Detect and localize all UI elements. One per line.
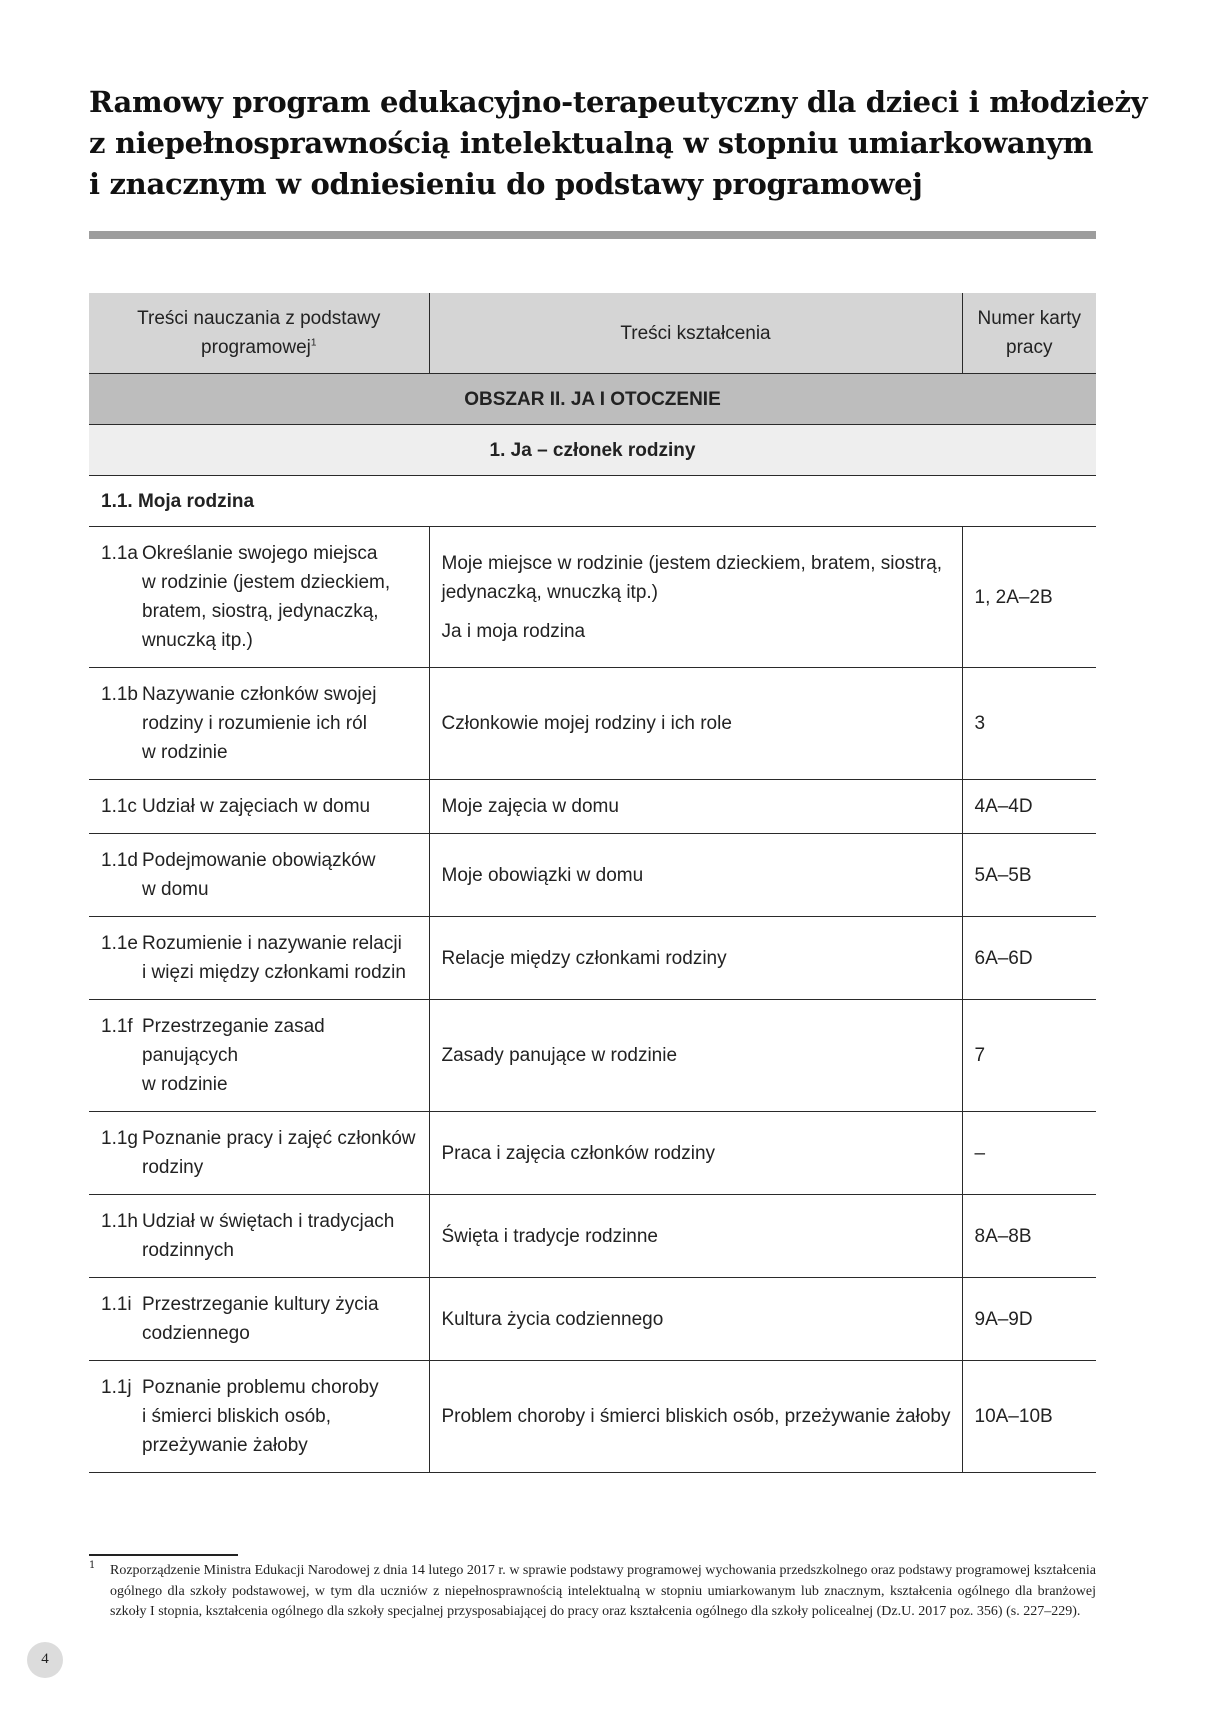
footnote-mark: 1	[89, 1560, 96, 1571]
content-text: w rodzinie	[142, 742, 228, 763]
content-line	[101, 1236, 421, 1265]
curriculum-content-cell	[89, 917, 429, 1000]
card-number-cell: 1, 2A–2B	[962, 527, 1096, 668]
content-line	[101, 1070, 421, 1099]
education-content-cell	[429, 1361, 962, 1473]
content-code	[101, 1236, 142, 1265]
header-card-number: Numer karty pracy	[962, 293, 1096, 374]
content-text: Udział w świętach i tradycjach	[142, 1211, 395, 1232]
content-line	[101, 929, 421, 958]
education-content-cell	[429, 1195, 962, 1278]
content-code: 1.1a	[101, 543, 138, 564]
table-row	[89, 1000, 1096, 1112]
education-text: Relacje między członkami rodziny	[441, 947, 727, 969]
education-text: Moje miejsce w rodzinie (jestem dzieckiem, bratem, siostrą, jedynaczką, wnuczką itp.)	[441, 552, 942, 603]
card-number-cell: 6A–6D	[962, 917, 1096, 1000]
page-number: 4	[41, 1651, 49, 1667]
card-number-cell: 9A–9D	[962, 1278, 1096, 1361]
table-header-row	[89, 293, 1096, 374]
content-line	[101, 1373, 421, 1402]
content-text: i śmierci bliskich osób,	[142, 1406, 331, 1427]
page-title	[89, 82, 1148, 205]
content-text: przeżywanie żałoby	[142, 1435, 308, 1456]
content-code	[101, 1319, 142, 1348]
content-code	[101, 1070, 142, 1099]
content-code	[101, 1402, 142, 1431]
curriculum-content-cell	[89, 1112, 429, 1195]
area-row	[89, 374, 1096, 425]
title-line: Ramowy program edukacyjno-terapeutyczny dla dzieci i młodzieży	[89, 85, 1148, 119]
table-row	[89, 917, 1096, 1000]
content-line	[101, 1012, 421, 1070]
area-heading: OBSZAR II. JA I OTOCZENIE	[89, 374, 1096, 425]
content-code	[101, 626, 142, 655]
education-content-cell	[429, 834, 962, 917]
education-text: Problem choroby i śmierci bliskich osób, przeżywanie żałoby	[441, 1406, 951, 1427]
table-row	[89, 1112, 1096, 1195]
content-code	[101, 738, 142, 767]
content-code: 1.1f	[101, 1016, 133, 1037]
content-text: i więzi między członkami rodzin	[142, 962, 406, 983]
content-line	[101, 792, 421, 821]
content-line	[101, 1153, 421, 1182]
content-line	[101, 1319, 421, 1348]
education-content-cell	[429, 780, 962, 834]
content-code	[101, 568, 142, 597]
content-line	[101, 875, 421, 904]
content-code: 1.1j	[101, 1377, 132, 1398]
content-code: 1.1c	[101, 796, 137, 817]
title-line: i znacznym w odniesieniu do podstawy programowej	[89, 167, 923, 201]
content-text: Poznanie pracy i zajęć członków	[142, 1128, 416, 1149]
header-curriculum-content: Treści nauczania z podstawy programowej$^1$	[89, 293, 429, 374]
content-text: codziennego	[142, 1323, 250, 1344]
content-text: w rodzinie (jestem dzieckiem,	[142, 572, 391, 593]
footnote-text: Rozporządzenie Ministra Edukacji Narodowej z dnia 14 lutego 2017 r. w sprawie podstawy programowej wychowania przedszkolnego oraz podstawy programowej kształcenia ogólnego dla szkoły podstawowej, w tym dla uczniów z niepełnosprawnością intelektualną w stopniu umiarkowanym lub znacznym, kształcenia ogólnego dla branżowej szkoły I stopnia, kształcenia ogólnego dla szkoły specjalnej przysposabiającej do pracy oraz kształcenia ogólnego dla szkoły policealnej (Dz.U. 2017 poz. 356) (s. 227–229).	[110, 1563, 1096, 1619]
education-text: Ja i moja rodzina	[441, 620, 586, 642]
card-number-cell: 5A–5B	[962, 834, 1096, 917]
curriculum-content-cell	[89, 780, 429, 834]
content-text: Poznanie problemu choroby	[142, 1377, 379, 1398]
content-code: 1.1d	[101, 850, 138, 871]
curriculum-content-cell	[89, 1195, 429, 1278]
table-row	[89, 1361, 1096, 1473]
card-number-cell: –	[962, 1112, 1096, 1195]
education-text: Święta i tradycje rodzinne	[441, 1225, 658, 1247]
content-text: Przestrzeganie kultury życia	[142, 1294, 379, 1315]
card-number-cell: 3	[962, 668, 1096, 780]
content-text: Nazywanie członków swojej	[142, 684, 377, 705]
table-row	[89, 668, 1096, 780]
content-code	[101, 1431, 142, 1460]
card-number-cell: 8A–8B	[962, 1195, 1096, 1278]
title-divider	[89, 231, 1096, 239]
content-code: 1.1e	[101, 933, 138, 954]
card-number-cell: 10A–10B	[962, 1361, 1096, 1473]
education-text: Moje obowiązki w domu	[441, 864, 644, 886]
header-text: programowej	[201, 337, 311, 358]
content-code	[101, 875, 142, 904]
curriculum-content-cell	[89, 1361, 429, 1473]
education-content-cell	[429, 1278, 962, 1361]
content-line	[101, 1290, 421, 1319]
content-code	[101, 958, 142, 987]
footnote-divider	[89, 1554, 238, 1556]
content-text: rodziny i rozumienie ich ról	[142, 713, 367, 734]
program-table	[89, 293, 1096, 1473]
content-line	[101, 709, 421, 738]
content-text: Podejmowanie obowiązków	[142, 850, 376, 871]
content-text: rodzinnych	[142, 1240, 234, 1261]
title-line: z niepełnosprawnością intelektualną w stopniu umiarkowanym	[89, 126, 1094, 160]
education-content-cell	[429, 527, 962, 668]
content-line	[101, 1207, 421, 1236]
table-row	[89, 780, 1096, 834]
content-text: Udział w zajęciach w domu	[142, 796, 371, 817]
content-text: Określanie swojego miejsca	[142, 543, 378, 564]
card-number-cell: 7	[962, 1000, 1096, 1112]
table-row	[89, 1195, 1096, 1278]
subtopic-heading: 1.1. Moja rodzina	[89, 476, 1096, 527]
curriculum-content-cell	[89, 1000, 429, 1112]
curriculum-content-cell	[89, 668, 429, 780]
content-code	[101, 1153, 142, 1182]
education-text: Praca i zajęcia członków rodziny	[441, 1142, 716, 1164]
content-line	[101, 1431, 421, 1460]
education-content-cell	[429, 917, 962, 1000]
content-code	[101, 597, 142, 626]
content-line	[101, 1402, 421, 1431]
content-code	[101, 709, 142, 738]
education-content-cell	[429, 1000, 962, 1112]
content-line	[101, 680, 421, 709]
content-line	[101, 568, 421, 597]
content-text: Przestrzeganie zasad panujących	[142, 1016, 325, 1066]
content-code: 1.1i	[101, 1294, 132, 1315]
content-line	[101, 1124, 421, 1153]
content-text: Rozumienie i nazywanie relacji	[142, 933, 402, 954]
subtopic-row	[89, 476, 1096, 527]
topic-row	[89, 425, 1096, 476]
education-content-cell	[429, 668, 962, 780]
content-line	[101, 626, 421, 655]
content-text: wnuczką itp.)	[142, 630, 253, 651]
card-number-cell: 4A–4D	[962, 780, 1096, 834]
education-text: Moje zajęcia w domu	[441, 796, 619, 817]
content-line	[101, 539, 421, 568]
content-text: bratem, siostrą, jedynaczką,	[142, 601, 379, 622]
topic-heading: 1. Ja – członek rodziny	[89, 425, 1096, 476]
curriculum-content-cell	[89, 834, 429, 917]
education-content-cell	[429, 1112, 962, 1195]
content-code: 1.1g	[101, 1128, 138, 1149]
education-text: Zasady panujące w rodzinie	[441, 1045, 678, 1066]
table-row	[89, 527, 1096, 668]
table-row	[89, 834, 1096, 917]
table-row	[89, 1278, 1096, 1361]
content-text: rodziny	[142, 1157, 204, 1178]
content-code: 1.1h	[101, 1211, 138, 1232]
content-line	[101, 846, 421, 875]
content-line	[101, 597, 421, 626]
curriculum-content-cell	[89, 1278, 429, 1361]
header-education-content: Treści kształcenia	[429, 293, 962, 374]
content-text: w domu	[142, 879, 209, 900]
education-text: Członkowie mojej rodziny i ich role	[441, 713, 732, 734]
curriculum-content-cell	[89, 527, 429, 668]
content-line	[101, 958, 421, 987]
content-line	[101, 738, 421, 767]
education-text: Kultura życia codziennego	[441, 1308, 664, 1330]
content-text: w rodzinie	[142, 1074, 228, 1095]
content-code: 1.1b	[101, 684, 138, 705]
footnote-ref: 1	[310, 337, 317, 349]
